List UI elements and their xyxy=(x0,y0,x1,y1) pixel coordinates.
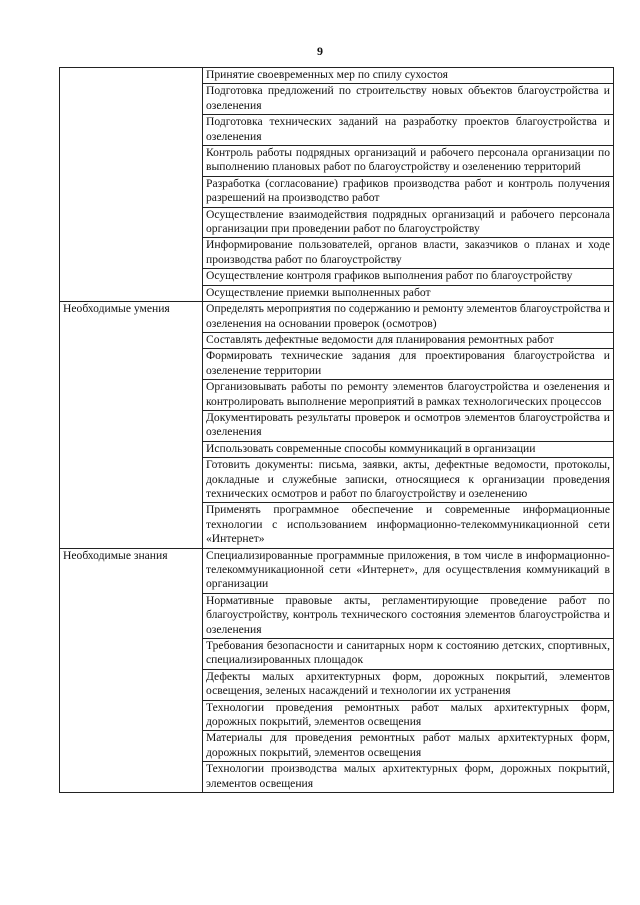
section-item: Осуществление контроля графиков выполнения работ по благоустройству xyxy=(203,269,614,285)
section-item: Документировать результаты проверок и осмотров элементов благоустройства и озеленения xyxy=(203,410,614,441)
section-item: Нормативные правовые акты, регламентирующие проведение работ по благоустройству, контроль технического состояния элементов благоустройства и озеленения xyxy=(203,593,614,638)
section-item: Технологии проведения ремонтных работ малых архитектурных форм, дорожных покрытий, элементов освещения xyxy=(203,700,614,731)
section-label: Необходимые умения xyxy=(60,302,203,549)
section-item: Контроль работы подрядных организаций и рабочего персонала организации по выполнению плановых работ по благоустройству и озеленению территорий xyxy=(203,146,614,177)
section-item: Подготовка предложений по строительству новых объектов благоустройства и озеленения xyxy=(203,84,614,115)
section-item: Составлять дефектные ведомости для планирования ремонтных работ xyxy=(203,332,614,348)
section-item: Специализированные программные приложения, в том числе в информационно-телекоммуникационной сети «Интернет», для осуществления коммуникаций в организации xyxy=(203,548,614,593)
table-row xyxy=(60,302,614,333)
page-number: 9 xyxy=(317,44,323,58)
section-item: Осуществление взаимодействия подрядных организаций и рабочего персонала организации при проведении работ по благоустройству xyxy=(203,207,614,238)
section-item: Подготовка технических заданий на разработку проектов благоустройства и озеленения xyxy=(203,115,614,146)
section-item: Информирование пользователей, органов власти, заказчиков о планах и ходе производства работ по благоустройству xyxy=(203,238,614,269)
section-item: Применять программное обеспечение и современные информационные технологии с использованием информационно-телекоммуникационной сети «Интернет» xyxy=(203,503,614,548)
section-item: Технологии производства малых архитектурных форм, дорожных покрытий, элементов освещения xyxy=(203,762,614,793)
table-body xyxy=(60,68,614,793)
table-row xyxy=(60,68,614,84)
section-item: Формировать технические задания для проектирования благоустройства и озеленение территории xyxy=(203,349,614,380)
section-item: Готовить документы: письма, заявки, акты, дефектные ведомости, протоколы, докладные и служебные записки, относящиеся к организации проведения технических осмотров и работ по благоустройству и озеленению xyxy=(203,458,614,503)
section-item: Материалы для проведения ремонтных работ малых архитектурных форм, дорожных покрытий, элементов освещения xyxy=(203,731,614,762)
section-item: Использовать современные способы коммуникаций в организации xyxy=(203,441,614,457)
section-label xyxy=(60,68,203,302)
requirements-table xyxy=(59,67,614,793)
section-item: Определять мероприятия по содержанию и ремонту элементов благоустройства и озеленения на основании проверок (осмотров) xyxy=(203,302,614,333)
section-item: Принятие своевременных мер по спилу сухостоя xyxy=(203,68,614,84)
section-item: Организовывать работы по ремонту элементов благоустройства и озеленения и контролировать выполнение мероприятий в рамках технологических процессов xyxy=(203,380,614,411)
section-item: Разработка (согласование) графиков производства работ и контроль получения разрешений на производство работ xyxy=(203,176,614,207)
section-item: Осуществление приемки выполненных работ xyxy=(203,285,614,301)
section-label: Необходимые знания xyxy=(60,548,203,793)
section-item: Дефекты малых архитектурных форм, дорожных покрытий, элементов освещения, зеленых насаждений и технологии их устранения xyxy=(203,669,614,700)
table-row xyxy=(60,548,614,593)
section-item: Требования безопасности и санитарных норм к состоянию детских, спортивных, специализированных площадок xyxy=(203,639,614,670)
